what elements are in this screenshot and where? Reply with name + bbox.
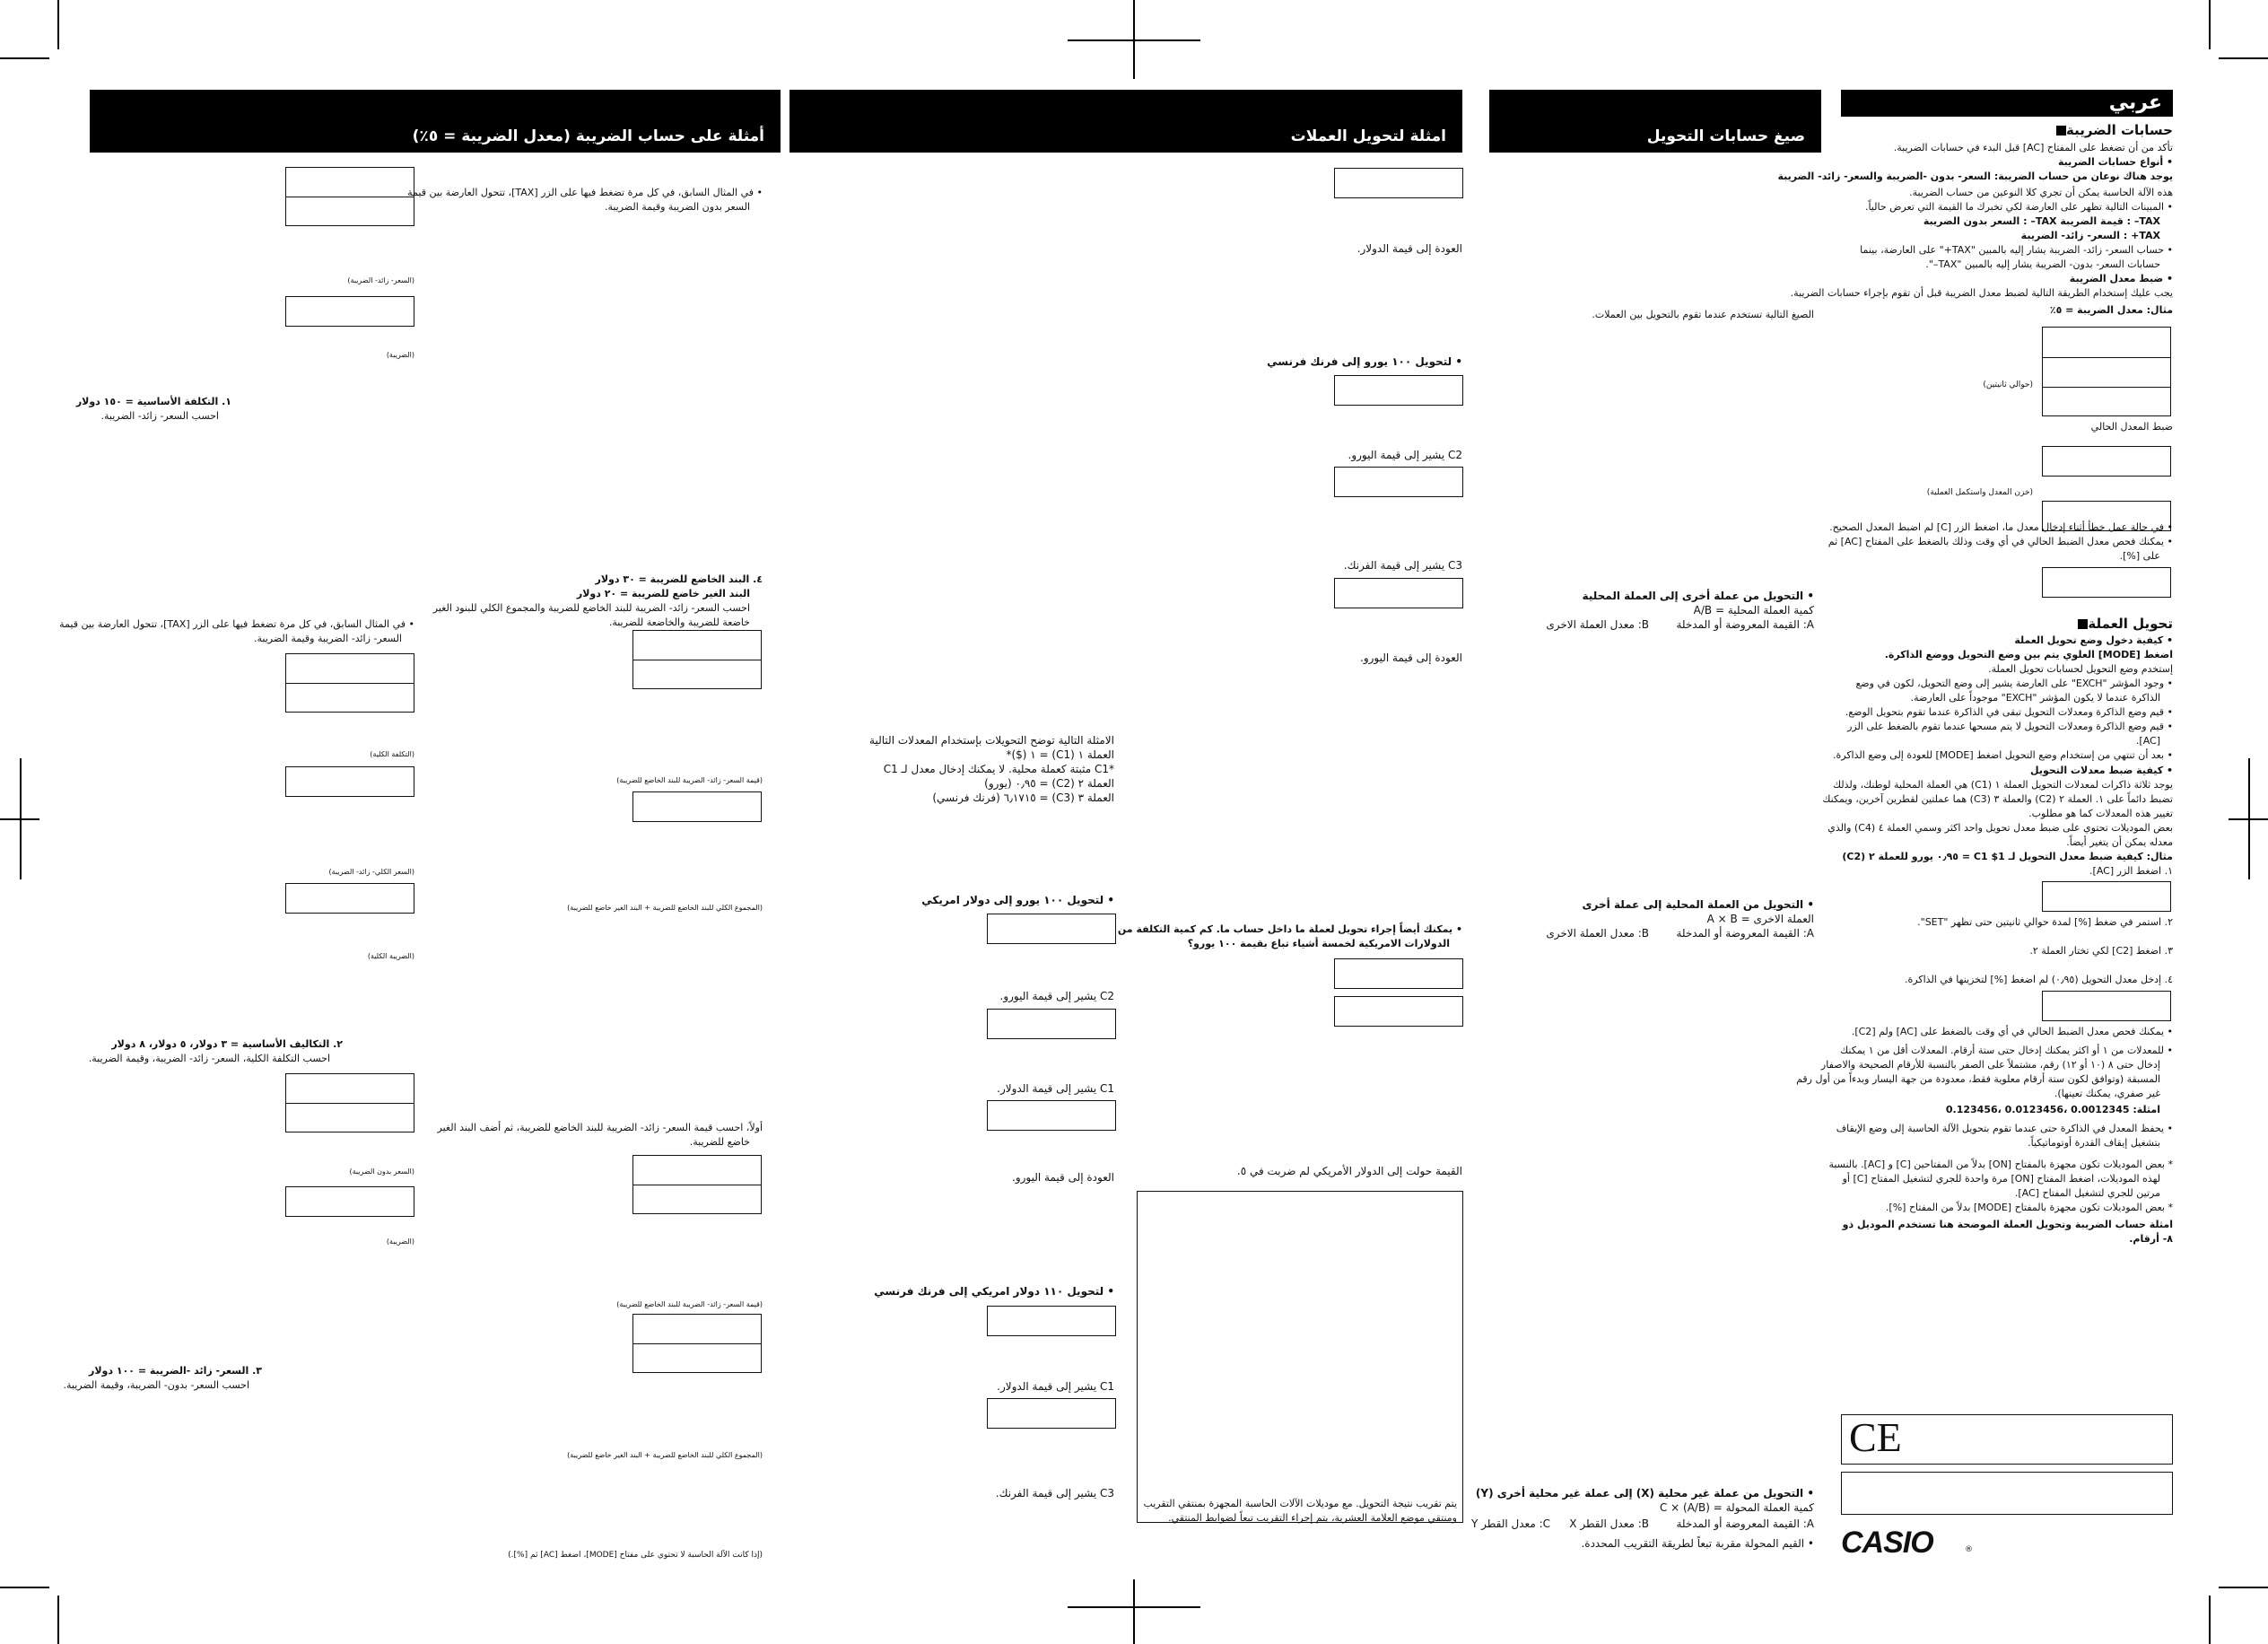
text-line: • لتحويل ١٠٠ يورو إلى دولار امريكي bbox=[921, 894, 1114, 906]
text-line: ٤. إدخل معدل التحويل (٠٫٩٥) لم اضغط [%] لتخزينها في الذاكرة. bbox=[1905, 974, 2173, 985]
header-title: امثلة لتحويل العملات bbox=[1290, 127, 1446, 145]
text-line: القيمة حولت إلى الدولار الأمريكي لم ضربت في ٥. bbox=[1236, 1165, 1462, 1177]
display-box bbox=[2042, 881, 2171, 912]
text-line: ٢. التكاليف الأساسية = ٣ دولار، ٥ دولار، ٨ دولار bbox=[111, 1038, 343, 1050]
blank-box bbox=[1841, 1472, 2173, 1515]
section-title-tax: حسابات الضريبة bbox=[2052, 122, 2173, 138]
text-line: • في حالة عمل خطأ أثناء إدخال معدل ما، اضغط الزر [C] لم اضبط المعدل الصحيح. bbox=[1829, 521, 2173, 533]
text-line: A: القيمة المعروضة أو المدخلة bbox=[1676, 927, 1814, 940]
display-box bbox=[1334, 375, 1463, 406]
text-line: • القيم المحولة مقربة تبعاً لطريقة التقريب المحددة. bbox=[1581, 1537, 1814, 1550]
text-line: احسب السعر- زائد- الضريبة. bbox=[100, 410, 219, 422]
text-line: كمية العملة المحولة = (A/B) × C bbox=[1659, 1501, 1814, 1514]
text-line: كمية العملة المحلية = A/B bbox=[1693, 604, 1814, 616]
note-text: يتم تقريب نتيجة التحويل. مع موديلات الآلات الحاسبة المجهزة بمنتقي التقريب bbox=[1143, 1498, 1457, 1509]
annotation: (قيمة السعر- زائد- الضريبة للبند الخاضع للضريبة) bbox=[616, 1300, 763, 1308]
display-box bbox=[285, 1186, 414, 1217]
text-line: ١. اضغط الزر [AC]. bbox=[2089, 865, 2173, 877]
text-line: الامثلة التالية توضح التحويلات بإستخدام المعدلات التالية bbox=[869, 734, 1114, 747]
text-line: • يمكنك أيضاً إجراء تحويل لعملة ما داخل حساب ما. كم كمية التكلفة من bbox=[1117, 923, 1462, 935]
text-line: أولاً، احسب قيمة السعر- زائد- الضريبة للبند الخاضع للضريبة، ثم أضف البند الغير bbox=[437, 1122, 763, 1133]
text-line: مثال: كيفية ضبط معدل التحويل لـ C1 $1 = ٠٫٩٥ يورو للعملة ٢ (C2) bbox=[1842, 851, 2173, 862]
text-line: ضبط المعدل الحالي bbox=[2090, 421, 2173, 433]
text-line: معدله يمكن أن يتغير أيضاً. bbox=[2066, 836, 2173, 848]
text-line: السعر- زائد- الضريبة وقيمة الضريبة. bbox=[254, 633, 402, 644]
language-label: عربي bbox=[1841, 90, 2173, 117]
text-line: العودة إلى قيمة الدولار. bbox=[1356, 242, 1462, 255]
text-line: • يمكنك فحص معدل الضبط الحالي في أي وقت بالضغط على [AC] ولم [C2]. bbox=[1851, 1026, 2173, 1037]
crop-mark bbox=[2209, 0, 2211, 49]
text-line: • وجود المؤشر "EXCH" على العارضة يشير إلى وضع التحويل، لكون في وضع bbox=[1855, 678, 2173, 689]
text-line: • حساب السعر- زائد- الضريبة يشار إليه بالمبين "TAX+" على العارضة، بينما bbox=[1860, 244, 2173, 256]
text-line: خاضعة للضريبة والخاضعة للضريبة. bbox=[608, 616, 750, 628]
text-line: تأكد من أن تضغط على المفتاح [AC] قبل البدء في حسابات الضريبة. bbox=[1893, 142, 2173, 153]
text-line: هذه الآلة الحاسبة يمكن أن تجري كلا النوعين من حساب الضريبة. bbox=[1909, 187, 2173, 198]
annotation: (التكلفة الكلية) bbox=[370, 750, 414, 758]
text-line: • يحفظ المعدل في الذاكرة حتى عندما تقوم بتحويل الآلة الحاسبة إلى وضع الإيقاف bbox=[1836, 1123, 2173, 1134]
text-line: TAX+ : السعر- زائد- الضريبة bbox=[2020, 230, 2160, 241]
annotation: (السعر- زائد- الضريبة) bbox=[347, 276, 414, 284]
footnote: (إذا كانت الآلة الحاسبة لا تحتوي على مفتاح [MODE]، اضغط [AC] ثم [%].) bbox=[508, 1551, 763, 1560]
text-line: اضغط [MODE] العلوي يتم بين وضع التحويل ووضع الذاكرة. bbox=[1884, 649, 2173, 660]
text-line: TAX– : قيمة الضريبة TAX– : السعر بدون الضريبة bbox=[1923, 215, 2160, 227]
text-line: [AC]. bbox=[2135, 735, 2160, 747]
annotation: (السعر الكلي- زائد- الضريبة) bbox=[328, 868, 414, 876]
crop-mark bbox=[2219, 1587, 2268, 1588]
annotation: (السعر بدون الضريبة) bbox=[349, 1167, 414, 1176]
crop-mark bbox=[57, 0, 59, 49]
text-line: • لتحويل ١١٠ دولار امريكي إلى فرنك فرنسي bbox=[874, 1285, 1114, 1298]
text-line: C3 يشير إلى قيمة الفرنك. bbox=[995, 1487, 1114, 1500]
text-line: • قيم وضع الذاكرة ومعدلات التحويل لا يتم مسحها عندما تقوم بالضغط على الزر bbox=[1847, 721, 2173, 732]
display-box bbox=[987, 1398, 1116, 1429]
text-line: امثلة: 0.0012345 ،0.0123456 ،0.123456 bbox=[1945, 1104, 2160, 1115]
text-line: العملة الاخرى = A × B bbox=[1706, 913, 1814, 925]
text-line: مرتين للجري لتشغيل المفتاح [AC]. bbox=[2014, 1187, 2160, 1199]
annotation: (خزن المعدل واستكمل العملية) bbox=[1926, 488, 2033, 497]
key-sequence-box bbox=[632, 1314, 762, 1373]
header-title: صيغ حسابات التحويل bbox=[1646, 127, 1805, 145]
text-line: • ضبط معدل الضريبة bbox=[2069, 273, 2173, 284]
text-line: *C1 مثبتة كعملة محلية. لا يمكنك إدخال معدل لـ C1 bbox=[883, 763, 1114, 775]
text-line: المسبقة (وتوافق لكون ستة أرقام معلوية فقط، معدودة من جهة اليسار وبدءاً من أول رقم bbox=[1796, 1073, 2160, 1085]
text-line: ٣. اضغط [C2] لكي تختار العملة ٢. bbox=[2029, 945, 2173, 957]
text-line: • يمكنك فحص معدل الضبط الحالي في أي وقت وذلك بالضغط على المفتاح [AC] ثم bbox=[1827, 536, 2173, 547]
crop-mark bbox=[2248, 758, 2250, 879]
text-line: احسب التكلفة الكلية، السعر- زائد- الضريبة، وقيمة الضريبة. bbox=[88, 1053, 330, 1064]
text-line: C1 يشير إلى قيمة الدولار. bbox=[997, 1380, 1114, 1393]
display-box bbox=[1334, 578, 1463, 608]
text-line: احسب السعر- بدون- الضريبة، وقيمة الضريبة. bbox=[63, 1379, 249, 1391]
text-line: B: معدل القطر X bbox=[1569, 1517, 1649, 1530]
text-line: • التحويل من عملة غير محلية (X) إلى عملة غير محلية أخرى (Y) bbox=[1475, 1487, 1814, 1500]
crop-mark bbox=[1133, 1579, 1135, 1644]
text-line: C3 يشير إلى قيمة الفرنك. bbox=[1343, 559, 1462, 572]
text-line: على [%]. bbox=[2119, 550, 2160, 562]
text-line: ١. التكلفة الأساسية = ١٥٠ دولار bbox=[75, 396, 231, 407]
text-line: • كيفية دخول وضع تحويل العملة bbox=[2014, 634, 2173, 646]
annotation: (قيمة السعر- زائد- الضريبة للبند الخاضع للضريبة) bbox=[616, 776, 763, 784]
text-line: العودة إلى قيمة اليورو. bbox=[1012, 1171, 1114, 1184]
text-line: • كيفية ضبط معدلات التحويل bbox=[2030, 765, 2173, 776]
casio-logo: CASIO bbox=[1841, 1526, 1933, 1560]
header-title: أمثلة على حساب الضريبة (معدل الضريبة = ٥٪) bbox=[412, 127, 764, 145]
display-box bbox=[1334, 996, 1463, 1027]
text-line: تغيير هذه المعدلات كما هو مطلوب. bbox=[2028, 808, 2173, 819]
text-line: ٢. استمر في ضغط [%] لمدة حوالي ثانيتين حتى تظهر "SET". bbox=[1917, 916, 2173, 928]
display-box bbox=[2042, 567, 2171, 598]
crop-mark bbox=[0, 1587, 49, 1588]
text-line: • في المثال السابق، في كل مرة تضغط فيها على الزر [TAX]، تتحول العارضة بين قيمة bbox=[59, 618, 414, 630]
key-sequence-box bbox=[285, 167, 414, 226]
crop-mark bbox=[1133, 0, 1135, 79]
text-line: • أنواع حسابات الضريبة bbox=[2057, 156, 2173, 168]
ce-mark-box bbox=[1841, 1414, 2173, 1465]
key-sequence-box bbox=[632, 630, 762, 689]
display-box bbox=[987, 914, 1116, 944]
display-box bbox=[987, 1306, 1116, 1336]
text-line: بعض الموديلات تحتوي على ضبط معدل تحويل واحد اكثر وسمي العملة ٤ (C4) والذي bbox=[1827, 822, 2173, 834]
text-line: * بعض الموديلات تكون مجهزة بالمفتاح [MODE] بدلاً من المفتاح [%]. bbox=[1885, 1202, 2173, 1213]
display-box bbox=[2042, 991, 2171, 1021]
text-line: يوجد ثلاثة ذاكرات لمعدلات التحويل العملة ١ (C1) هي العملة المحلية لوطنك، ولذلك bbox=[1833, 779, 2173, 791]
text-line: A: القيمة المعروضة أو المدخلة bbox=[1676, 618, 1814, 631]
display-box bbox=[987, 1009, 1116, 1039]
key-sequence-box bbox=[285, 1073, 414, 1132]
text-line: غير صفري، يمكنك تعينها). bbox=[2054, 1088, 2160, 1099]
display-box bbox=[1334, 467, 1463, 497]
annotation: (حوالي ثانيتين) bbox=[1983, 380, 2033, 389]
text-line: العودة إلى قيمة اليورو. bbox=[1360, 651, 1462, 664]
text-line: ٣. السعر- زائد -الضريبة = ١٠٠ دولار bbox=[88, 1365, 262, 1377]
text-line: C2 يشير إلى قيمة اليورو. bbox=[999, 990, 1114, 1002]
text-line: A: القيمة المعروضة أو المدخلة bbox=[1676, 1517, 1814, 1530]
annotation: (المجموع الكلي للبند الخاضع للضريبة + البند الغير خاضع للضريبة) bbox=[567, 1451, 763, 1459]
key-sequence-box bbox=[285, 653, 414, 713]
text-line: • في المثال السابق، في كل مرة تضغط فيها على الزر [TAX]، تتحول العارضة بين قيمة bbox=[407, 187, 763, 198]
text-line: • المبينات التالية تظهر على العارضة لكي تخبرك ما القيمة التي تعرض حالياً. bbox=[1864, 201, 2173, 213]
text-line: يوجد هناك نوعان من حساب الضريبة: السعر- بدون -الضريبة والسعر- زائد- الضريبة bbox=[1777, 171, 2173, 182]
key-sequence-box bbox=[2042, 327, 2171, 416]
annotation: (المجموع الكلي للبند الخاضع للضريبة + البند الغير خاضع للضريبة) bbox=[567, 904, 763, 912]
text-line: امثلة حساب الضريبة وتحويل العملة الموضحة هنا تستخدم الموديل ذو bbox=[1842, 1219, 2173, 1230]
text-line: • للمعدلات من ١ أو اكثر يمكنك إدخال حتى ستة أرقام. المعدلات أقل من ١ يمكنك bbox=[1840, 1045, 2173, 1056]
text-line: حسابات السعر- بدون- الضريبة يشار إليه بالمبين "TAX–". bbox=[1925, 258, 2160, 270]
crop-mark bbox=[2219, 57, 2268, 59]
display-box bbox=[987, 1100, 1116, 1131]
text-line: العملة ١ (C1) = ١ ($)* bbox=[1006, 748, 1114, 761]
crop-mark bbox=[57, 1596, 59, 1644]
text-line: B: معدل العملة الاخرى bbox=[1546, 927, 1649, 940]
display-box bbox=[2042, 446, 2171, 477]
text-line: بتشغيل إيقاف القدرة أوتوماتيكياً. bbox=[2028, 1137, 2160, 1149]
crop-mark bbox=[2209, 1596, 2211, 1644]
text-line: • التحويل من عملة أخرى إلى العملة المحلية bbox=[1582, 590, 1814, 602]
crop-mark bbox=[0, 57, 49, 59]
header-bar-currency-examples bbox=[789, 90, 1462, 153]
text-line: العملة ٢ (C2) = ٠٫٩٥ (يورو) bbox=[984, 777, 1114, 790]
text-line: B: معدل العملة الاخرى bbox=[1546, 618, 1649, 631]
annotation: (الضريبة) bbox=[386, 351, 414, 359]
text-line: ٤. البند الخاضع للضريبة = ٣٠ دولار bbox=[595, 573, 763, 585]
text-line: يجب عليك إستخدام الطريقة التالية لضبط معدل الضريبة قبل أن تقوم بإجراء حسابات الضريبة. bbox=[1790, 287, 2173, 299]
display-box bbox=[1334, 168, 1463, 198]
registered-mark: ® bbox=[1965, 1545, 1973, 1554]
annotation: (الضريبة الكلية) bbox=[367, 952, 414, 960]
text-line: الدولارات الامريكية لخمسة أشياء تباع بقيمة ١٠٠ يورو؟ bbox=[1187, 938, 1450, 949]
text-line: الصيغ التالية تستخدم عندما تقوم بالتحويل بين العملات. bbox=[1592, 309, 1814, 320]
header-bar-tax-examples bbox=[90, 90, 781, 153]
text-line: * بعض الموديلات تكون مجهزة بالمفتاح [ON] بدلاً من المفتاحين [C] و [AC]. بالنسبة bbox=[1828, 1159, 2173, 1170]
text-line: السعر بدون الضريبة وقيمة الضريبة. bbox=[604, 201, 750, 213]
text-line: • بعد أن تنتهي من إستخدام وضع التحويل اضغط [MODE] للعودة إلى وضع الذاكرة. bbox=[1832, 749, 2173, 761]
section-title-currency: تحويل العملة bbox=[2073, 616, 2173, 632]
text-line: الذاكرة عندما لا يكون المؤشر "EXCH" موجوداً على العارضة. bbox=[1910, 692, 2160, 704]
note-text: ومنتقي موضع العلامة العشرية، يتم إجراء التقريب تبعاً لضوابط المنتقي. bbox=[1168, 1512, 1457, 1524]
text-line: لهذه الموديلات، اضغط المفتاح [ON] مرة واحدة للجري لتشغيل المفتاح [C] أو bbox=[1842, 1173, 2160, 1185]
display-box bbox=[632, 791, 762, 822]
text-line: إستخدم وضع التحويل لحسابات تحويل العملة. bbox=[1988, 663, 2173, 675]
display-box bbox=[1334, 958, 1463, 989]
text-line: • التحويل من العملة المحلية إلى عملة أخرى bbox=[1582, 898, 1814, 911]
display-box bbox=[285, 766, 414, 797]
text-line: تضبط دائماً على ١. العملة ٢ (C2) والعملة ٣ (C3) هما عملتين لقطرين آخرين، ويمكنك bbox=[1822, 793, 2173, 805]
note-box bbox=[1137, 1191, 1463, 1523]
header-bar-formulas bbox=[1489, 90, 1821, 153]
ce-mark: CE bbox=[1849, 1414, 1902, 1460]
display-box bbox=[285, 883, 414, 914]
text-line: مثال: معدل الضريبة = ٥٪ bbox=[2049, 304, 2173, 316]
text-line: خاضع للضريبة. bbox=[689, 1136, 750, 1148]
text-line: العملة ٣ (C3) = ٦٫١٧١٥ (فرنك فرنسي) bbox=[932, 791, 1114, 804]
text-line: • لتحويل ١٠٠ يورو إلى فرنك فرنسي bbox=[1267, 355, 1462, 368]
key-sequence-box bbox=[632, 1155, 762, 1214]
text-line: C2 يشير إلى قيمة اليورو. bbox=[1348, 449, 1462, 461]
annotation: (الضريبة) bbox=[386, 1237, 414, 1246]
text-line: C: معدل القطر Y bbox=[1471, 1517, 1550, 1530]
text-line: إدخال حتى ٨ (١٠ أو ١٢) رقم، مشتملاً على الصفر بالنسبة للأرقام الصحيحة والاصفار bbox=[1820, 1059, 2160, 1071]
text-line: ٨- أرقام. bbox=[2129, 1233, 2173, 1245]
text-line: احسب السعر- زائد- الضريبة للبند الخاضع للضريبة والمجموع الكلي للبنود الغير bbox=[432, 602, 750, 614]
text-line: C1 يشير إلى قيمة الدولار. bbox=[997, 1082, 1114, 1095]
text-line: • قيم وضع الذاكرة ومعدلات التحويل تبقى في الذاكرة عندما تقوم بتحويل الوضع. bbox=[1845, 706, 2173, 718]
display-box bbox=[285, 296, 414, 327]
crop-mark bbox=[20, 758, 22, 879]
text-line: البند الغير خاضع للضريبة = ٢٠ دولار bbox=[576, 588, 750, 599]
